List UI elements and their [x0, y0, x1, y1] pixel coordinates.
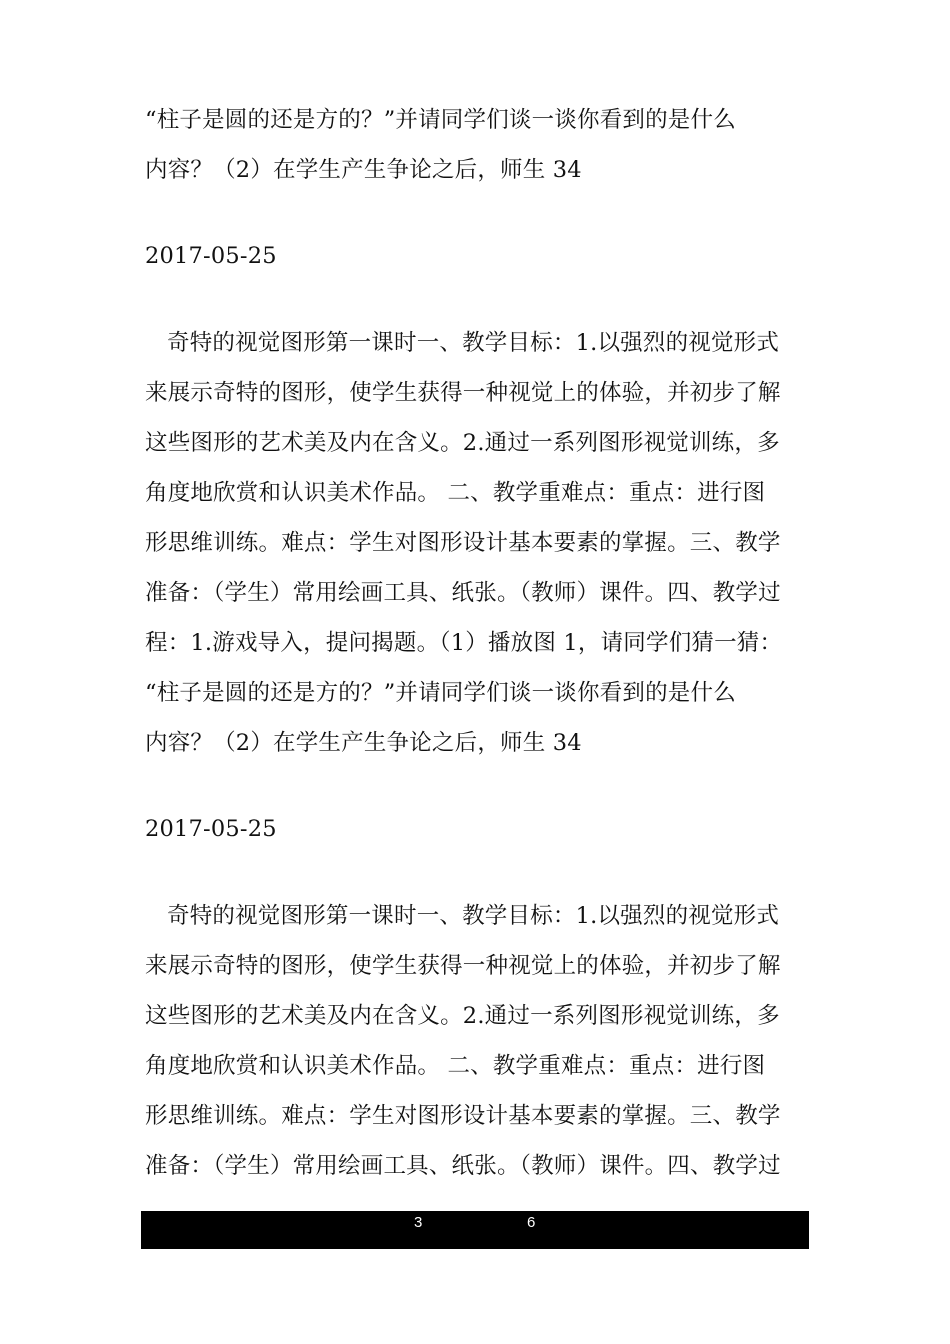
paragraph-line: 内容？（2）在学生产生争论之后，师生 34: [145, 157, 582, 183]
page-number-total: 6: [527, 1214, 536, 1231]
paragraph-line: 来展示奇特的图形，使学生获得一种视觉上的体验，并初步了解: [145, 953, 781, 979]
paragraph-line: 来展示奇特的图形，使学生获得一种视觉上的体验，并初步了解: [145, 380, 781, 406]
paragraph-line: 程：1.游戏导入，提问揭题。（1）播放图 1，请同学们猜一猜：: [145, 630, 783, 656]
paragraph-line: “柱子是圆的还是方的？”并请同学们谈一谈你看到的是什么: [145, 107, 736, 133]
paragraph-line: 形思维训练。难点：学生对图形设计基本要素的掌握。三、教学: [145, 1103, 781, 1129]
paragraph-line: “柱子是圆的还是方的？”并请同学们谈一谈你看到的是什么: [145, 680, 736, 706]
paragraph-line: 形思维训练。难点：学生对图形设计基本要素的掌握。三、教学: [145, 530, 781, 556]
paragraph-line: 角度地欣赏和认识美术作品。 二、教学重难点：重点：进行图: [145, 1053, 766, 1079]
paragraph-line: 准备：（学生）常用绘画工具、纸张。（教师）课件。四、教学过: [145, 1153, 781, 1179]
paragraph-line: 这些图形的艺术美及内在含义。2.通过一系列图形视觉训练，多: [145, 1003, 780, 1029]
date-line: 2017-05-25: [145, 816, 277, 842]
paragraph-line: 奇特的视觉图形第一课时一、教学目标：1.以强烈的视觉形式: [167, 903, 780, 929]
paragraph-line: 角度地欣赏和认识美术作品。 二、教学重难点：重点：进行图: [145, 480, 766, 506]
paragraph-line: 奇特的视觉图形第一课时一、教学目标：1.以强烈的视觉形式: [167, 330, 780, 356]
paragraph-line: 这些图形的艺术美及内在含义。2.通过一系列图形视觉训练，多: [145, 430, 780, 456]
date-line: 2017-05-25: [145, 243, 277, 269]
page-number-current: 3: [414, 1214, 423, 1231]
paragraph-line: 准备：（学生）常用绘画工具、纸张。（教师）课件。四、教学过: [145, 580, 781, 606]
paragraph-line: 内容？（2）在学生产生争论之后，师生 34: [145, 730, 582, 756]
page-footer-bar: [141, 1211, 809, 1249]
